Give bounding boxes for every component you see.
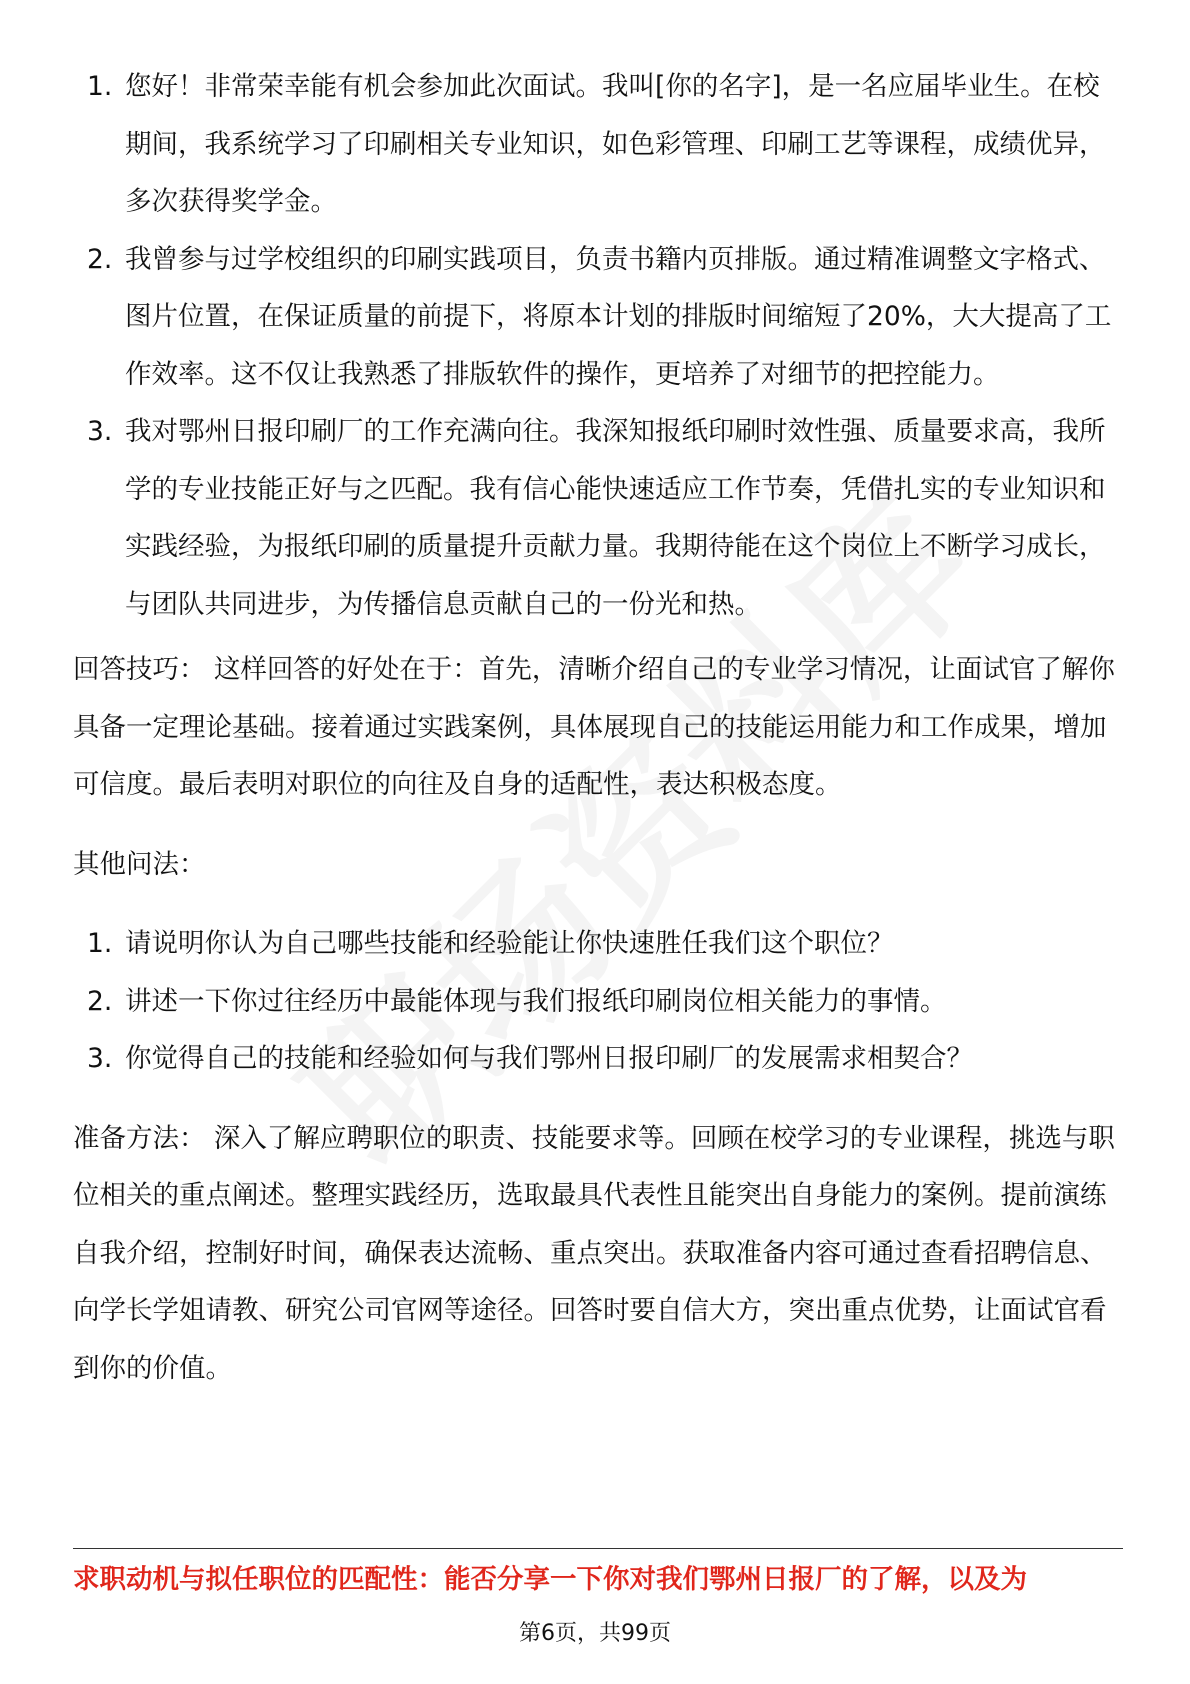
list-item-text: 讲述一下你过往经历中最能体现与我们报纸印刷岗位相关能力的事情。 bbox=[125, 985, 947, 1017]
preparation-paragraph: 准备方法： 深入了解应聘职位的职责、技能要求等。回顾在校学习的专业课程，挑选与职位相关的重点阐述。整理实践经历，选取最具代表性且能突出自身能力的案例。提前演练自我介绍，控制好时间，确保表达流畅、重点突出。获取准备内容可通过查看招聘信息、向学长学姐请教、研究公司官网等途径。回答时要自信大方，突出重点优势，让面试官看到你的价值。 bbox=[73, 1122, 1115, 1384]
list-item-text: 我对鄂州日报印刷厂的工作充满向往。我深知报纸印刷时效性强、质量要求高，我所学的专业技能正好与之匹配。我有信心能快速适应工作节奏，凭借扎实的专业知识和实践经验，为报纸印刷的质量提升贡献力量。我期待能在这个岗位上不断学习成长，与团队共同进步，为传播信息贡献自己的一份光和热。 bbox=[125, 416, 1106, 620]
list-number: 2. bbox=[87, 243, 113, 275]
list-number: 3. bbox=[87, 416, 113, 447]
list-item-text: 你觉得自己的技能和经验如何与我们鄂州日报印刷厂的发展需求相契合？ bbox=[125, 1043, 973, 1074]
list-item bbox=[73, 403, 1123, 633]
page-number: 第6页，共99页 bbox=[519, 1621, 671, 1646]
list-number: 3. bbox=[87, 1043, 113, 1074]
list-item bbox=[73, 1030, 1123, 1088]
list-item-text: 请说明你认为自己哪些技能和经验能让你快速胜任我们这个职位？ bbox=[125, 928, 894, 959]
answer-list bbox=[73, 58, 1123, 633]
other-questions-list bbox=[73, 915, 1123, 1088]
document-body bbox=[73, 58, 1123, 1397]
list-item-text: 我曾参与过学校组织的印刷实践项目，负责书籍内页排版。通过精准调整文字格式、图片位置，在保证质量的前提下，将原本计划的排版时间缩短了20%，大大提高了工作效率。这不仅让我熟悉了排版软件的操作，更培养了对细节的把控能力。 bbox=[125, 243, 1112, 390]
list-number: 1. bbox=[87, 71, 113, 102]
list-item bbox=[73, 915, 1123, 973]
answer-tips-paragraph: 回答技巧： 这样回答的好处在于：首先，清晰介绍自己的专业学习情况，让面试官了解你具备一定理论基础。接着通过实践案例，具体展现自己的技能运用能力和工作成果，增加可信度。最后表明对职位的向往及自身的适配性，表达积极态度。 bbox=[73, 654, 1115, 800]
list-item-text: 您好！非常荣幸能有机会参加此次面试。我叫[你的名字]，是一名应届毕业生。在校期间，我系统学习了印刷相关专业知识，如色彩管理、印刷工艺等课程，成绩优异，多次获得奖学金。 bbox=[125, 71, 1106, 217]
list-item bbox=[73, 58, 1123, 231]
other-questions-label: 其他问法： bbox=[73, 848, 206, 880]
list-item bbox=[73, 231, 1123, 404]
list-number: 1. bbox=[87, 928, 113, 959]
section-divider bbox=[73, 1548, 1123, 1549]
list-item bbox=[73, 973, 1123, 1031]
list-number: 2. bbox=[87, 985, 113, 1017]
next-question-heading: 求职动机与拟任职位的匹配性：能否分享一下你对我们鄂州日报厂的了解，以及为 bbox=[73, 1564, 1027, 1595]
